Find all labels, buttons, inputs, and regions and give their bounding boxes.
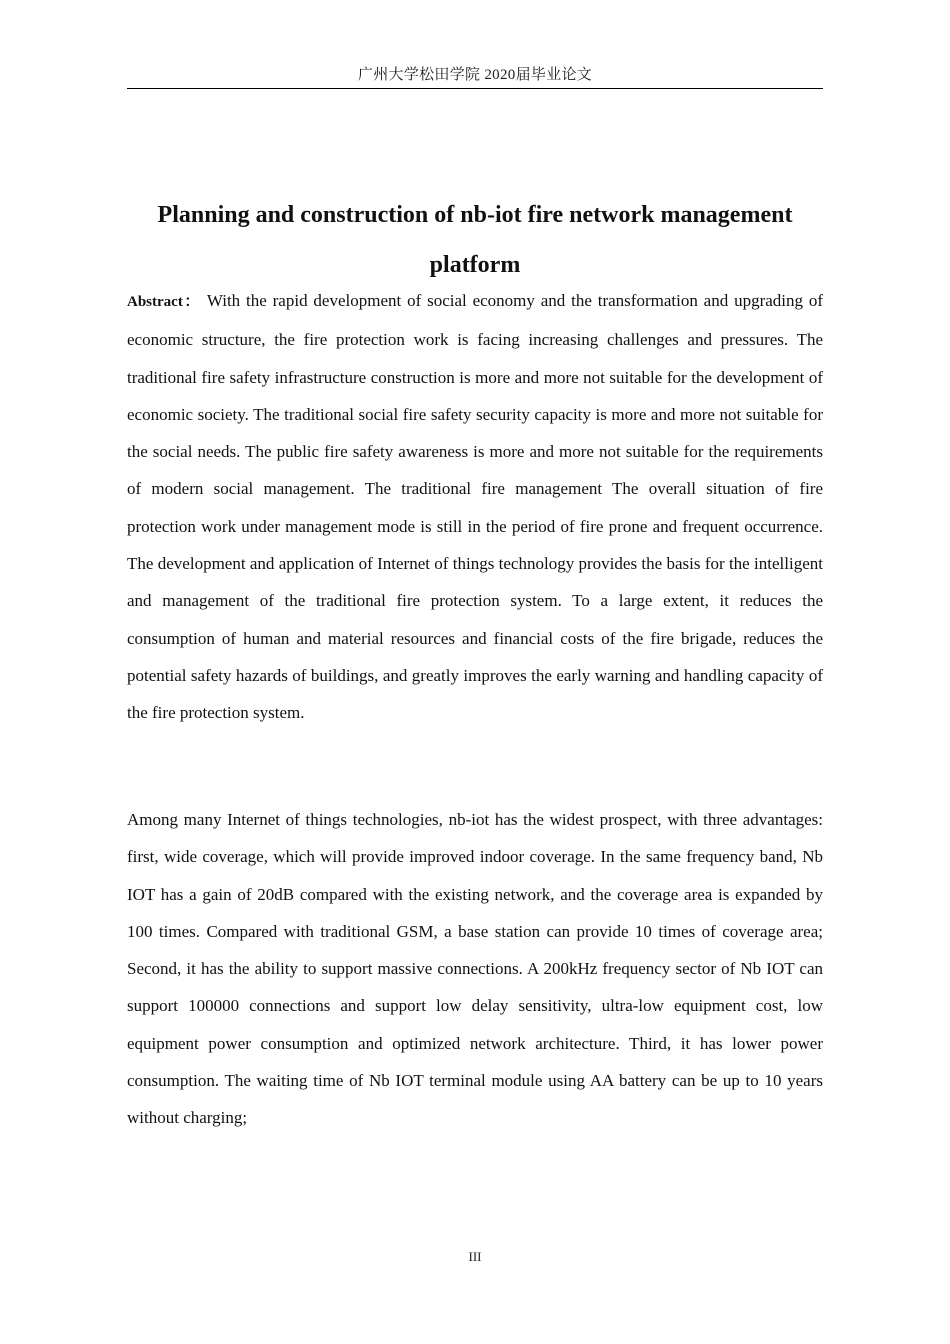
running-header: 广州大学松田学院 2020届毕业论文 xyxy=(357,67,593,83)
abstract-text: With the rapid development of social economy and the transformation and upgrading of economic structure, the fire protection work is facing increasing challenges and pressures. The traditional fire safety infrastructure construction is more and more not suitable for the development of economic society. The traditional social fire safety security capacity is more and more not suitable for the social needs. The public fire safety awareness is more and more not suitable for the requirements of modern social management. The traditional fire management The overall situation of fire protection work under management mode is still in the period of fire prone and frequent occurrence. The development and application of Internet of things technology provides the basis for the intelligent and management of the traditional fire protection system. To a large extent, it reduces the consumption of human and material resources and financial costs of the fire brigade, reduces the potential safety hazards of buildings, and greatly improves the early warning and handling capacity of the fire protection system. xyxy=(127,291,824,723)
abstract-paragraph xyxy=(127,282,823,732)
paper-title: Planning and construction of nb-iot fire network management platform xyxy=(157,202,793,278)
abstract-label: Abstract： xyxy=(127,294,202,310)
body-paragraph: Among many Internet of things technologies, nb-iot has the widest prospect, with three advantages: first, wide coverage, which will provide improved indoor coverage. In the same frequency band, Nb IOT has a gain of 20dB compared with the existing network, and the coverage area is expanded by 100 times. Compared with traditional GSM, a base station can provide 10 times of coverage area; Second, it has the ability to support massive connections. A 200kHz frequency sector of Nb IOT can support 100000 connections and support low delay sensitivity, ultra-low equipment cost, low equipment power consumption and optimized network architecture. Third, it has lower power consumption. The waiting time of Nb IOT terminal module using AA battery can be up to 10 years without charging; xyxy=(127,810,823,1128)
header-rule xyxy=(127,88,823,89)
page-number: III xyxy=(468,1249,482,1264)
